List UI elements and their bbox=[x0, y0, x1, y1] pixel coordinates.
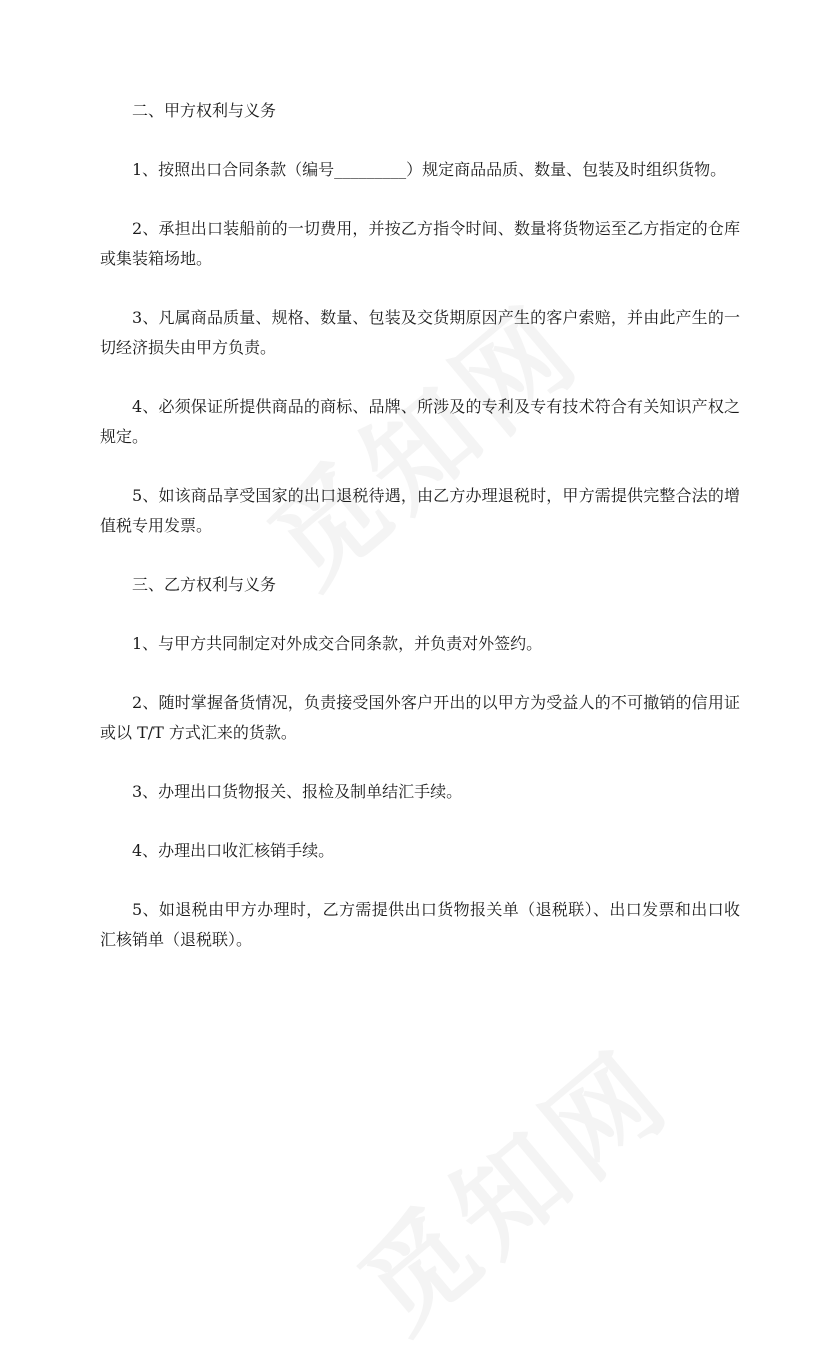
watermark-bottom bbox=[321, 1008, 698, 1360]
section-heading-party-b: 三、乙方权利与义务 bbox=[132, 575, 277, 594]
party-b-clause-4: 4、办理出口收汇核销手续。 bbox=[132, 841, 335, 860]
party-a-clause-4: 4、必须保证所提供商品的商标、品牌、所涉及的专利及专有技术符合有关知识产权之规定。 bbox=[100, 397, 740, 446]
party-b-clause-1: 1、与甲方共同制定对外成交合同条款，并负责对外签约。 bbox=[132, 634, 543, 653]
document-body bbox=[100, 96, 740, 955]
party-b-clause-3: 3、办理出口货物报关、报检及制单结汇手续。 bbox=[132, 782, 463, 801]
party-a-clause-2: 2、承担出口装船前的一切费用，并按乙方指令时间、数量将货物运至乙方指定的仓库或集装箱场地。 bbox=[100, 219, 740, 268]
party-a-clause-1: 1、按照出口合同条款（编号_________）规定商品品质、数量、包装及时组织货物。 bbox=[132, 160, 727, 179]
party-a-clause-3: 3、凡属商品质量、规格、数量、包装及交货期原因产生的客户索赔，并由此产生的一切经济损失由甲方负责。 bbox=[100, 308, 740, 357]
section-heading-party-a: 二、甲方权利与义务 bbox=[132, 101, 277, 120]
party-b-clause-2: 2、随时掌握备货情况，负责接受国外客户开出的以甲方为受益人的不可撤销的信用证或以 T/T 方式汇来的货款。 bbox=[100, 693, 740, 742]
party-a-clause-5: 5、如该商品享受国家的出口退税待遇，由乙方办理退税时，甲方需提供完整合法的增值税专用发票。 bbox=[100, 486, 740, 535]
party-b-clause-5: 5、如退税由甲方办理时，乙方需提供出口货物报关单（退税联）、出口发票和出口收汇核销单（退税联）。 bbox=[100, 900, 740, 949]
